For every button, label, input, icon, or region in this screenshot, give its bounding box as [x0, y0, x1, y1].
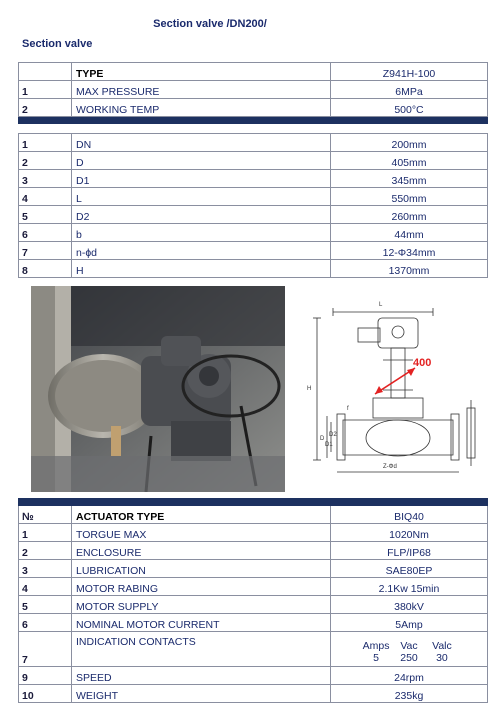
- table-row: 6 NOMINAL MOTOR CURRENT 5Amp: [19, 614, 488, 632]
- table-row: 7 n-ɸd 12-Φ34mm: [19, 242, 488, 260]
- separator-bar: [19, 499, 488, 506]
- table-row: 5 D2 260mm: [19, 206, 488, 224]
- section-subtitle: Section valve: [22, 38, 93, 50]
- table-row: 1 TORGUE MAX 1020Nm: [19, 524, 488, 542]
- separator-bar: [19, 117, 488, 124]
- table-row: 3 LUBRICATION SAE80EP: [19, 560, 488, 578]
- table-row: 8 H 1370mm: [19, 260, 488, 278]
- type-table: [18, 62, 488, 124]
- image-row: [18, 282, 488, 496]
- table-row: 6 b 44mm: [19, 224, 488, 242]
- table-row: 10 WEIGHT 235kg: [19, 685, 488, 703]
- drawing-label-zd: Z-Φd: [383, 464, 397, 470]
- table-row: 4 MOTOR RABING 2.1Kw 15min: [19, 578, 488, 596]
- dimension-400-label: 400: [413, 357, 432, 369]
- valve-drawing-svg: [303, 290, 483, 486]
- actuator-table: [18, 498, 488, 703]
- type-label: TYPE: [72, 63, 331, 81]
- type-value: Z941H-100: [331, 63, 488, 81]
- drawing-label-l: L: [379, 302, 383, 308]
- dimensions-table: [18, 133, 488, 278]
- table-row: 3 D1 345mm: [19, 170, 488, 188]
- drawing-label-d: D: [320, 436, 325, 442]
- table-row: 5 MOTOR SUPPLY 380kV: [19, 596, 488, 614]
- table-row: 4 L 550mm: [19, 188, 488, 206]
- table-row: 1 MAX PRESSURE 6MPa: [19, 81, 488, 99]
- contacts-cell: Amps Vac Valc 5 250 30: [331, 632, 488, 667]
- drawing-label-d1: D1: [325, 442, 333, 448]
- table-row: 7 INDICATION CONTACTS Amps Vac Valc 5 250 30: [19, 632, 488, 667]
- table-row: 2 D 405mm: [19, 152, 488, 170]
- page-title: Section valve /DN200/: [153, 18, 267, 30]
- table-row: № ACTUATOR TYPE BIQ40: [19, 506, 488, 524]
- drawing-label-h: H: [307, 386, 312, 392]
- table-row: [19, 63, 488, 81]
- table-row: 2 WORKING TEMP 500°C: [19, 99, 488, 117]
- valve-photo: [31, 286, 285, 492]
- table-row: 9 SPEED 24rpm: [19, 667, 488, 685]
- drawing-label-f: f: [347, 406, 349, 412]
- valve-photo-image: [31, 286, 285, 492]
- valve-technical-drawing: [303, 290, 483, 486]
- drawing-label-d2: D2: [329, 432, 337, 438]
- table-row: 1 DN 200mm: [19, 134, 488, 152]
- table-row: 2 ENCLOSURE FLP/IP68: [19, 542, 488, 560]
